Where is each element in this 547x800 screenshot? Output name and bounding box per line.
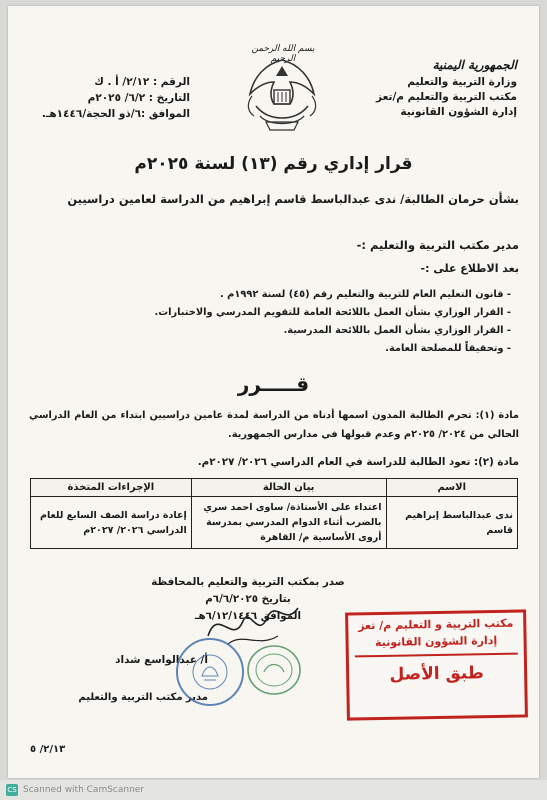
ref-number: الرقم : ٢/١٢/ أ . ك xyxy=(94,76,190,88)
signatory-name: أ/ عبدالواسع شداد xyxy=(115,654,208,666)
stamp-office: مكتب التربية و التعليم م/ تعز xyxy=(358,616,514,633)
ref-date: التاريخ : ٦/٢/ ٢٠٢٥م xyxy=(87,92,190,104)
emblem-seal-icon xyxy=(190,652,230,692)
review-item: - القرار الوزاري بشأن العمل باللائحة العامة للتقويم المدرسي والاختبارات. xyxy=(154,307,511,318)
ref-hijri-date: الموافق :٦/ذو الحجة/١٤٤٦هـ. xyxy=(41,108,190,120)
table-row xyxy=(31,497,518,549)
scanner-footer-text: Scanned with CamScanner xyxy=(23,785,145,795)
yemen-emblem-icon xyxy=(236,46,328,146)
stamp-true-copy: طبق الأصل xyxy=(389,663,484,685)
review-item: - القرار الوزاري بشأن العمل باللائحة المدرسية. xyxy=(283,325,511,336)
ministry-line: مكتب التربية والتعليم م/تعز xyxy=(376,91,517,103)
decision-word: قـــــرر xyxy=(237,372,310,396)
column-header: الاسم xyxy=(386,479,517,497)
article-1: مادة (١): تحرم الطالبة المدون اسمها أدناه من الدراسة لمدة عامين دراسيين ابتداء من العام الدراسي الحالي من ٢٠٢٤/ ٢٠٢٥م وعدم قبولها في مدارس الجمهورية. xyxy=(29,410,519,440)
green-seal-icon xyxy=(244,642,304,698)
scanner-footer xyxy=(0,780,547,800)
decision-title: قرار إداري رقم (١٣) لسنة ٢٠٢٥م xyxy=(134,154,413,174)
column-header: الإجراءات المتخذة xyxy=(31,479,192,497)
camscanner-logo-icon: CS xyxy=(7,786,17,794)
director-heading: مدير مكتب التربية والتعليم :- xyxy=(356,238,519,252)
signatory-title: مدير مكتب التربية والتعليم xyxy=(78,692,208,703)
article-2: مادة (٢): تعود الطالبة للدراسة في العام الدراسي ٢٠٢٦/ ٢٠٢٧م. xyxy=(197,456,519,468)
case-description-cell: اعتداء على الأستاذة/ ساوى احمد سري بالضرب أثناء الدوام المدرسي بمدرسة أروى الأساسية م/ القاهرة xyxy=(191,497,386,549)
ministry-line: إدارة الشؤون القانونية xyxy=(400,106,517,118)
issued-date: بتاريخ ٦/٦/٢٠٢٥م xyxy=(205,593,291,605)
true-copy-stamp xyxy=(345,609,528,720)
issued-hijri-date: الموافق ٦/١٢/١٤٤٦هـ xyxy=(194,610,302,622)
issued-line: صدر بمكتب التربية والتعليم بالمحافظة xyxy=(151,576,345,588)
basmala: بسم الله الرحمن الرحيم xyxy=(251,44,315,64)
review-item: - وتحقيقاً للمصلحة العامة. xyxy=(385,343,511,354)
student-name-cell: ندى عبدالباسط إبراهيم قاسم xyxy=(386,497,517,549)
round-seal-icon xyxy=(176,638,244,706)
review-item: - قانون التعليم العام للتربية والتعليم رقم (٤٥) لسنة ١٩٩٢م . xyxy=(220,289,511,300)
review-heading: بعد الاطلاع على :- xyxy=(420,262,519,275)
column-header: بيان الحالة xyxy=(191,479,386,497)
reference-block xyxy=(30,74,190,122)
ministry-line: وزارة التربية والتعليم xyxy=(407,76,517,88)
decision-subject: بشأن حرمان الطالبة/ ندى عبدالباسط قاسم إبراهيم من الدراسة لعامين دراسيين xyxy=(67,192,519,206)
republic-name: الجمهورية اليمنية xyxy=(432,58,517,72)
stamp-department: إدارة الشؤون القانونية xyxy=(354,634,517,658)
student-table xyxy=(30,478,518,549)
action-taken-cell: إعادة دراسة الصف السابع للعام الدراسي ٢٠٢٦/ ٢٠٢٧م xyxy=(31,497,192,549)
document-page xyxy=(8,6,539,778)
review-list xyxy=(31,286,511,358)
bottom-reference: ٢/١٣/ ٥ xyxy=(30,744,66,755)
ministry-header xyxy=(342,58,517,120)
table-header-row xyxy=(31,479,518,497)
